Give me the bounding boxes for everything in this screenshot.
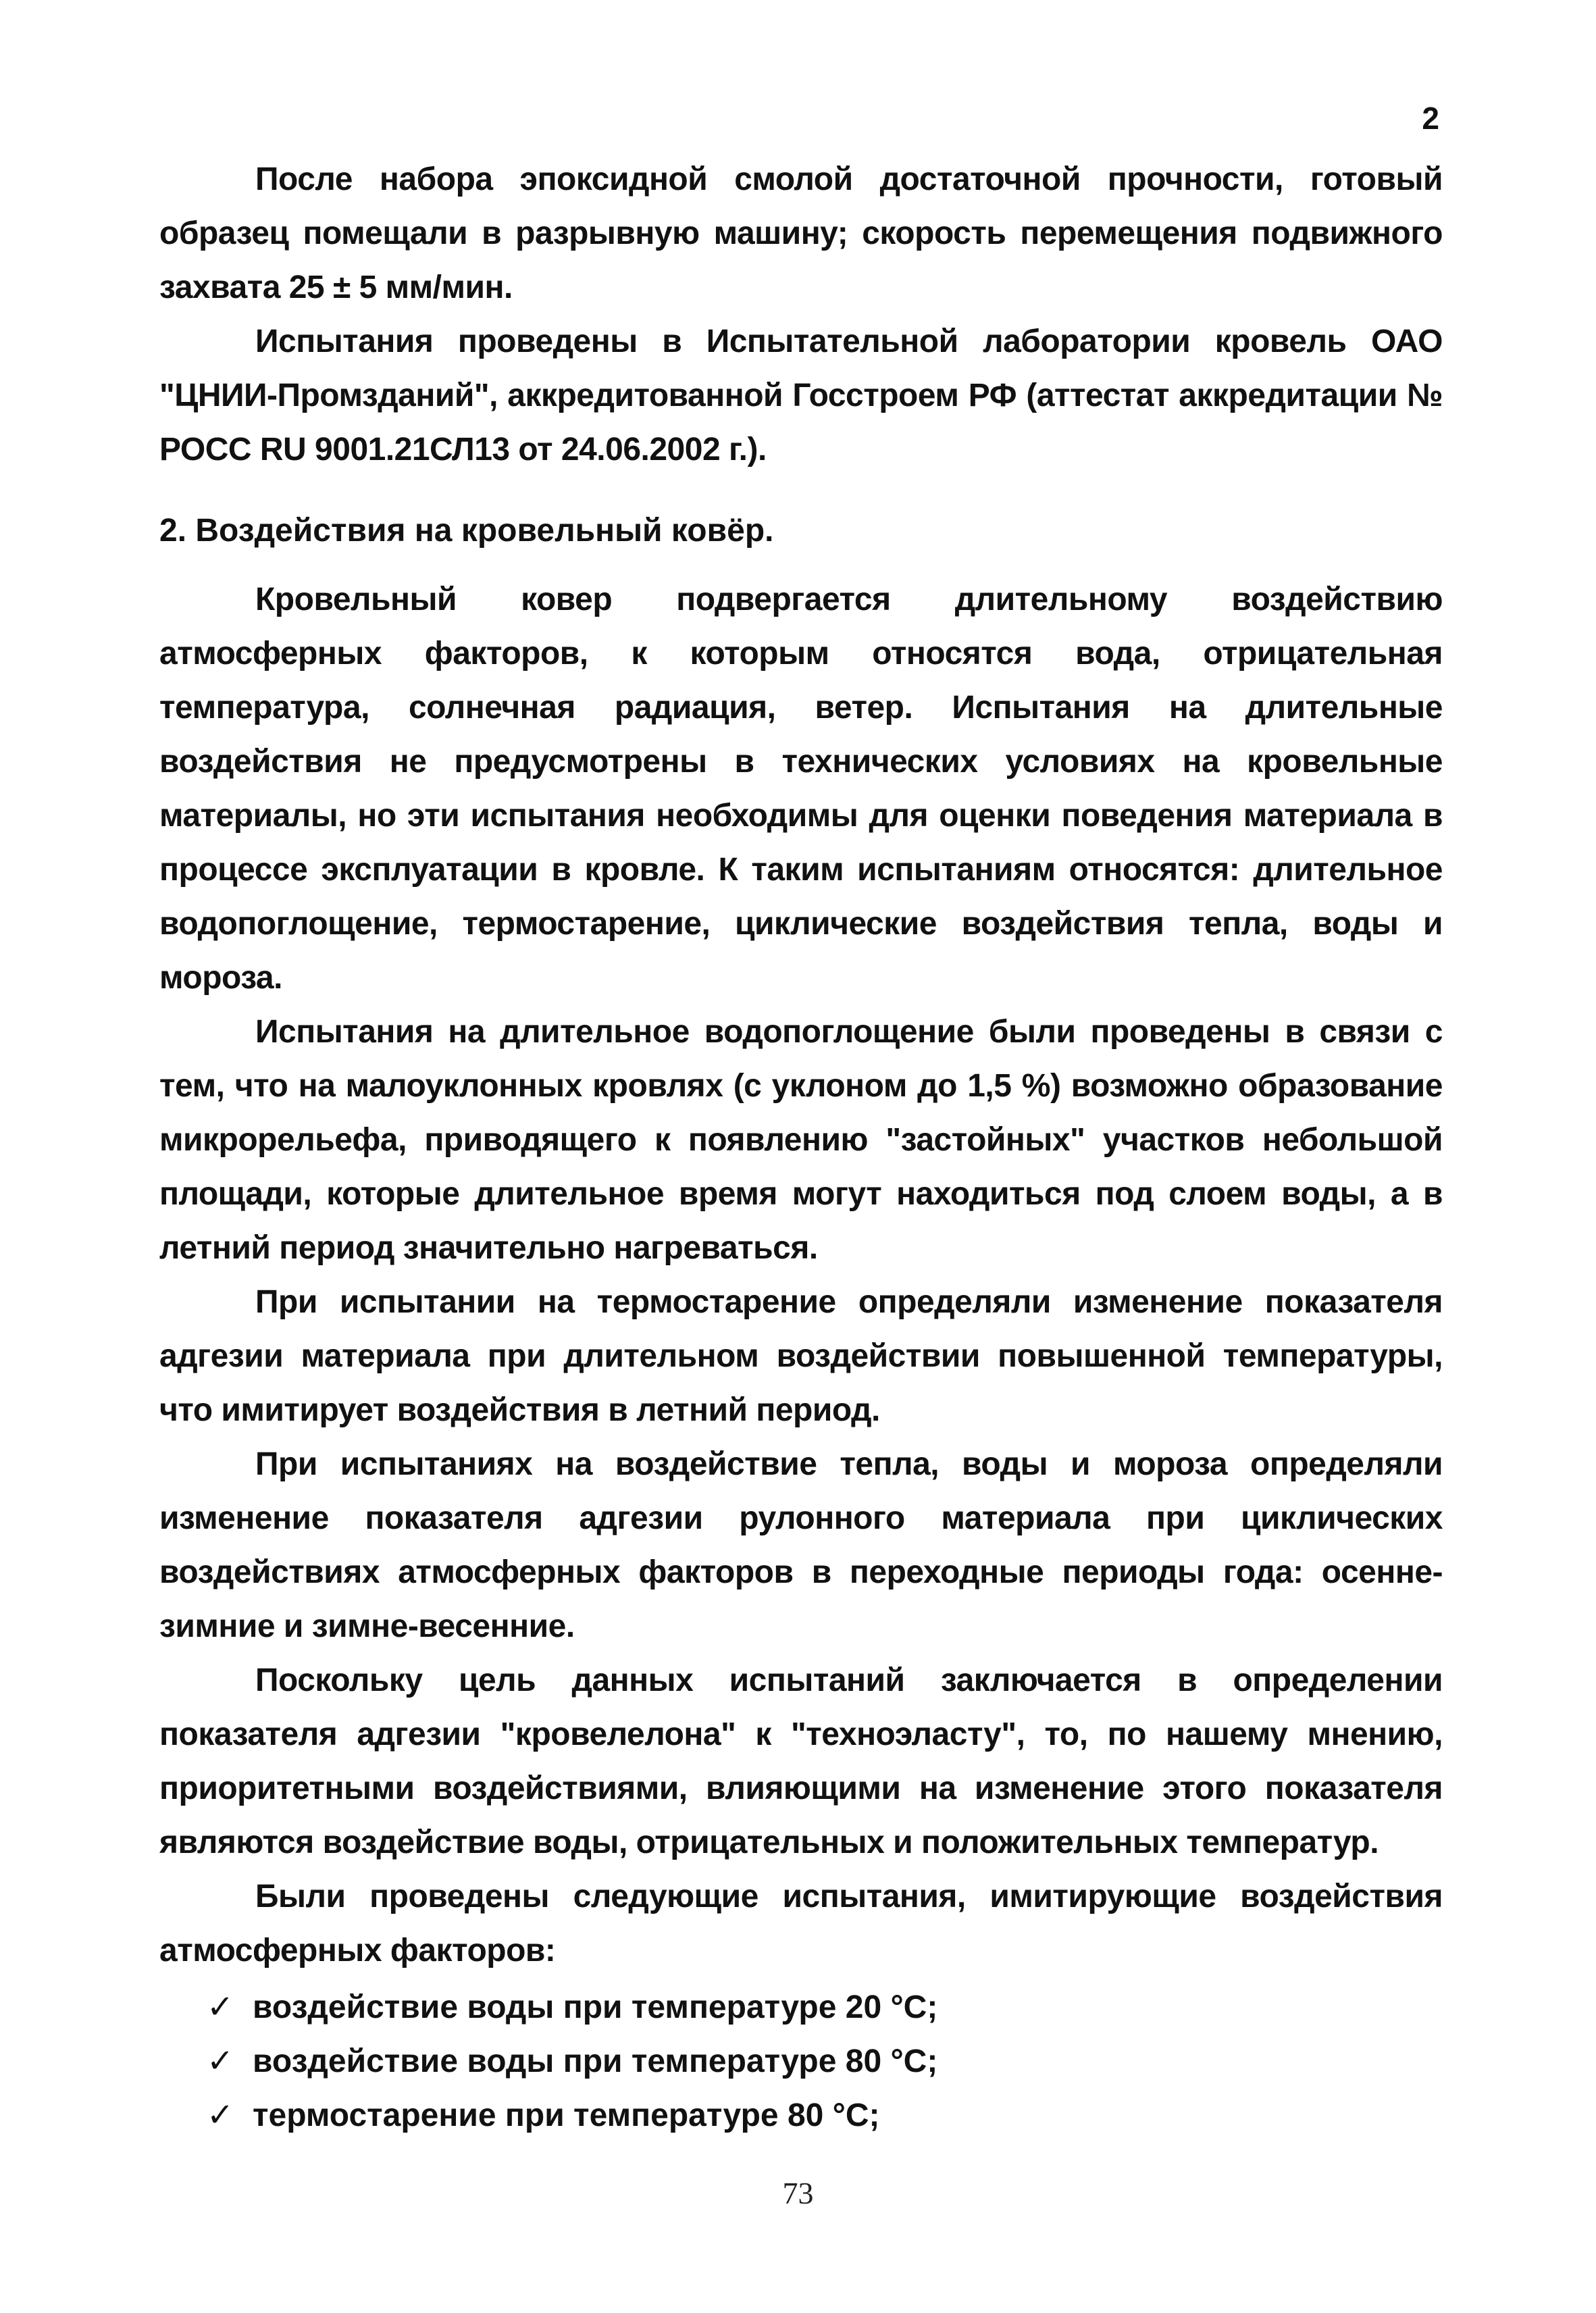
list-item (159, 2089, 1443, 2143)
checkmark-icon: ✓ (207, 2043, 234, 2079)
page-number-top: 2 (1422, 101, 1439, 136)
document-body (159, 153, 1443, 2143)
paragraph-section-3: При испытании на термостарение определяли изменение показателя адгезии материала при длительном воздействии повышенной температуры, что имитирует воздействия в летний период. (159, 1284, 1443, 1428)
paragraph-intro-1: После набора эпоксидной смолой достаточной прочности, готовый образец помещали в разрывную машину; скорость перемещения подвижного захвата 25 ± 5 мм/мин. (159, 161, 1443, 305)
list-item-text: воздействие воды при температуре 80 °С; (253, 2043, 938, 2079)
list-item (159, 2035, 1443, 2089)
paragraph-section-2: Испытания на длительное водопоглощение были проведены в связи с тем, что на малоуклонных кровлях (с уклоном до 1,5 %) возможно образование микрорельефа, приводящего к появлению "застойных" участков небольшой площади, которые длительное время могут находиться под слоем воды, а в летний период значительно нагреваться. (159, 1014, 1443, 1266)
paragraph-section-6: Были проведены следующие испытания, имитирующие воздействия атмосферных факторов: (159, 1879, 1443, 1968)
paragraph-section-1: Кровельный ковер подвергается длительному воздействию атмосферных факторов, к которым относятся вода, отрицательная температура, солнечная радиация, ветер. Испытания на длительные воздействия не предусмотрены в технических условиях на кровельные материалы, но эти испытания необходимы для оценки поведения материала в процессе эксплуатации в кровле. К таким испытаниям относятся: длительное водопоглощение, термостарение, циклические воздействия тепла, воды и мороза. (159, 582, 1443, 996)
checkmark-icon: ✓ (207, 2098, 234, 2133)
paragraph-section-5: Поскольку цель данных испытаний заключается в определении показателя адгезии "кровелелона" к "техноэласту", то, по нашему мнению, приоритетными воздействиями, влияющими на изменение этого показателя являются воздействие воды, отрицательных и положительных температур. (159, 1662, 1443, 1860)
paragraph-intro-2: Испытания проведены в Испытательной лаборатории кровель ОАО "ЦНИИ-Промзданий", аккредитованной Госстроем РФ (аттестат аккредитации № РОСС RU 9001.21СЛ13 от 24.06.2002 г.). (159, 324, 1443, 467)
page-number-bottom: 73 (782, 2176, 814, 2210)
test-list (159, 1981, 1443, 2143)
paragraph-section-4: При испытаниях на воздействие тепла, воды и мороза определяли изменение показателя адгезии рулонного материала при циклических воздействиях атмосферных факторов в переходные периоды года: осенне-зимние и зимне-весенние. (159, 1446, 1443, 1644)
checkmark-icon: ✓ (207, 1989, 234, 2025)
list-item-text: термостарение при температуре 80 °С; (253, 2098, 880, 2133)
section-heading: 2. Воздействия на кровельный ковёр. (159, 513, 774, 549)
list-item (159, 1981, 1443, 2035)
list-item-text: воздействие воды при температуре 20 °С; (253, 1989, 938, 2025)
